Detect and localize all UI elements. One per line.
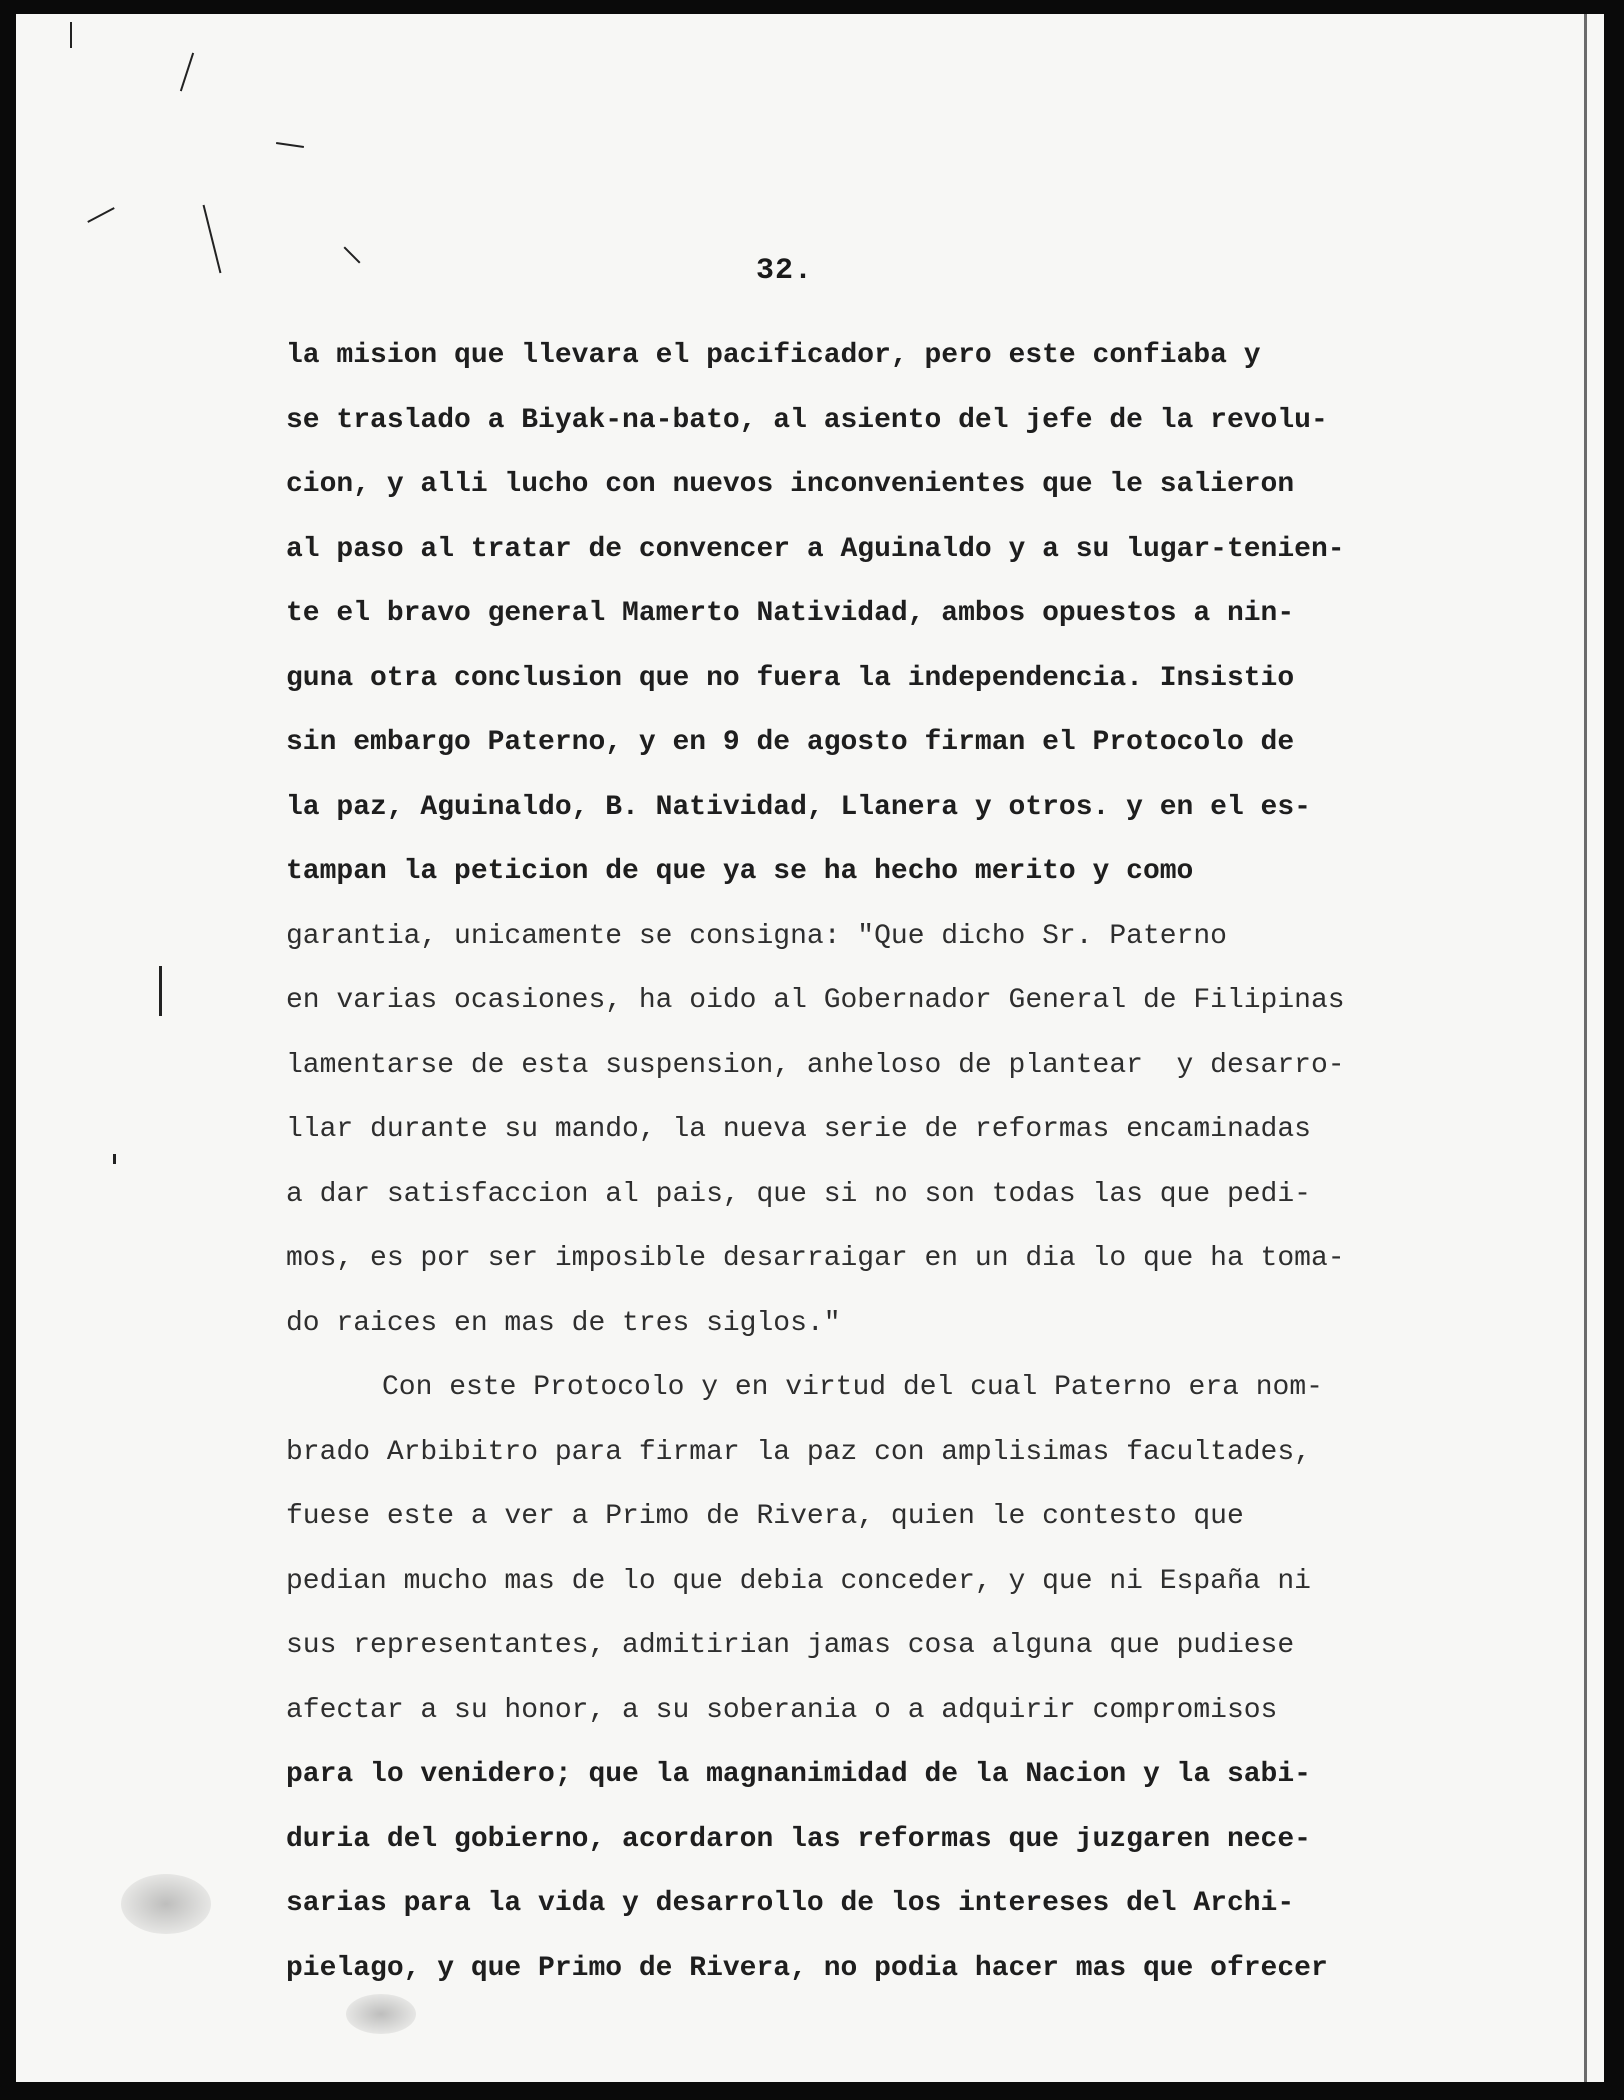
text-line: se traslado a Biyak-na-bato, al asiento del jefe de la revolu-: [286, 404, 1328, 436]
scan-mark-margin-mid: [159, 966, 162, 1016]
text-line: para lo venidero; que la magnanimidad de la Nacion y la sabi-: [286, 1759, 1311, 1790]
text-line: lamentarse de esta suspension, anheloso de plantear y desarro-: [286, 1049, 1345, 1081]
text-line: a dar satisfaccion al pais, que si no son todas las que pedi-: [286, 1178, 1311, 1210]
text-line: la mision que llevara el pacificador, pero este confiaba y: [286, 340, 1261, 371]
bleed-through-line: [286, 292, 1466, 319]
text-line: afectar a su honor, a su soberania o a adquirir compromisos: [286, 1694, 1278, 1726]
text-line: mos, es por ser imposible desarraigar en un dia lo que ha toma-: [286, 1243, 1345, 1274]
scan-mark-left-curve: [87, 207, 114, 223]
text-line: llar durante su mando, la nueva serie de reformas encaminadas: [286, 1114, 1311, 1145]
text-line: pedian mucho mas de lo que debia conceder, y que ni España ni: [286, 1565, 1311, 1597]
body-text: [286, 324, 1486, 2001]
scan-mark-slash: [344, 247, 361, 264]
paragraph-start-line: [286, 1356, 1486, 1421]
text-line: do raices en mas de tres siglos.": [286, 1307, 841, 1339]
document-page: [16, 14, 1604, 2082]
text-line: sin embargo Paterno, y en 9 de agosto firman el Protocolo de: [286, 727, 1295, 758]
text-line: brado Arbibitro para firmar la paz con amplisimas facultades,: [286, 1436, 1311, 1468]
page-number: 32.: [756, 254, 814, 288]
text-line: te el bravo general Mamerto Natividad, ambos opuestos a nin-: [286, 598, 1295, 629]
scan-smudge-left: [121, 1874, 211, 1934]
text-line: cion, y alli lucho con nuevos inconvenientes que le salieron: [286, 469, 1295, 500]
text-line: Con este Protocolo y en virtud del cual Paterno era nom-: [382, 1372, 1323, 1403]
scan-mark-tick: [203, 205, 222, 273]
text-line: duria del gobierno, acordaron las reformas que juzgaren nece-: [286, 1823, 1311, 1855]
text-line: pielago, y que Primo de Rivera, no podia hacer mas que ofrecer: [286, 1952, 1328, 1984]
scan-mark-top-left: [70, 22, 72, 48]
text-line: la paz, Aguinaldo, B. Natividad, Llanera y otros. y en el es-: [286, 791, 1311, 823]
text-line: sus representantes, admitirian jamas cosa alguna que pudiese: [286, 1630, 1295, 1661]
text-line: en varias ocasiones, ha oido al Gobernador General de Filipinas: [286, 985, 1345, 1016]
scan-mark-right-edge: [1584, 14, 1587, 2082]
text-line: tampan la peticion de que ya se ha hecho merito y como: [286, 856, 1194, 887]
scan-mark-tick-2: [276, 142, 304, 148]
scan-mark-top-left-2: [180, 53, 194, 92]
text-line: guna otra conclusion que no fuera la independencia. Insistio: [286, 662, 1295, 694]
text-line: fuese este a ver a Primo de Rivera, quien le contesto que: [286, 1501, 1244, 1532]
scan-mark-margin-low: [113, 1154, 116, 1164]
text-line: sarias para la vida y desarrollo de los intereses del Archi-: [286, 1888, 1295, 1919]
text-line: al paso al tratar de convencer a Aguinaldo y a su lugar-tenien-: [286, 533, 1345, 565]
text-line: garantia, unicamente se consigna: "Que dicho Sr. Paterno: [286, 920, 1227, 952]
